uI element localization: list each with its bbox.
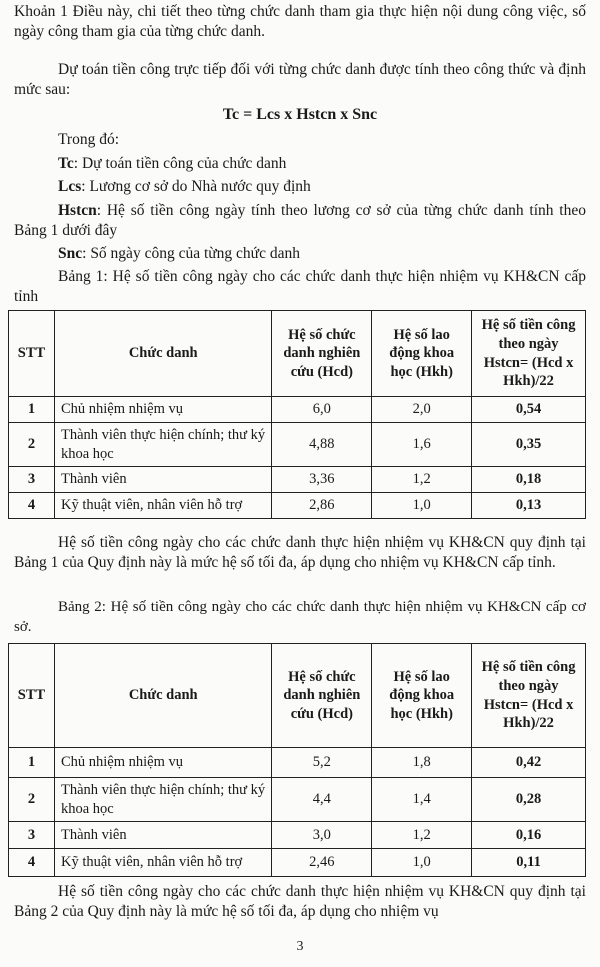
header-hkh: Hệ số lao động khoa học (Hkh) xyxy=(372,311,472,397)
table1-caption: Bảng 1: Hệ số tiền công ngày cho các chức danh thực hiện nhiệm vụ KH&CN cấp tỉnh xyxy=(14,268,586,306)
formula: Tc = Lcs x Hstcn x Snc xyxy=(222,106,378,123)
header-stt: STT xyxy=(9,644,55,748)
header-stt: STT xyxy=(9,311,55,397)
table-row: 1 Chủ nhiệm nhiệm vụ 6,0 2,0 0,54 xyxy=(9,397,586,423)
definition-snc: Snc: Số ngày công của từng chức danh xyxy=(58,245,300,262)
table-1 xyxy=(8,310,586,519)
table-row: 1 Chủ nhiệm nhiệm vụ 5,2 1,8 0,42 xyxy=(9,748,586,778)
table-row: 3 Thành viên 3,0 1,2 0,16 xyxy=(9,822,586,849)
table-header-row xyxy=(9,644,586,748)
paragraph-estimate: Dự toán tiền công trực tiếp đối với từng chức danh được tính theo công thức và định mức sau: xyxy=(14,61,586,99)
paragraph-intro: Khoản 1 Điều này, chi tiết theo từng chức danh tham gia thực hiện nội dung công việc, số ngày công tham gia của từng chức danh. xyxy=(14,3,586,41)
where-label: Trong đó: xyxy=(58,131,120,148)
table-row: 3 Thành viên 3,36 1,2 0,18 xyxy=(9,467,586,493)
table-header-row xyxy=(9,311,586,397)
paragraph-note-2: Hệ số tiền công ngày cho các chức danh thực hiện nhiệm vụ KH&CN quy định tại Bảng 2 của Quy định này là mức hệ số tối đa, áp dụng cho nhiệm vụ xyxy=(14,883,586,921)
header-hkh: Hệ số lao động khoa học (Hkh) xyxy=(372,644,472,748)
definition-hstcn: Hstcn: Hệ số tiền công ngày tính theo lương cơ sở của từng chức danh tính theo Bảng 1 dưới đây xyxy=(14,202,586,240)
header-title: Chức danh xyxy=(54,644,271,748)
definition-tc: Tc: Dự toán tiền công của chức danh xyxy=(58,155,287,172)
table-2 xyxy=(8,643,586,877)
header-hcd: Hệ số chức danh nghiên cứu (Hcd) xyxy=(272,311,372,397)
header-hcd: Hệ số chức danh nghiên cứu (Hcd) xyxy=(272,644,372,748)
header-hstcn: Hệ số tiền công theo ngày Hstcn= (Hcd x Hkh)/22 xyxy=(472,644,586,748)
page-number: 3 xyxy=(296,939,304,954)
header-title: Chức danh xyxy=(54,311,271,397)
table-row: 2 Thành viên thực hiện chính; thư ký khoa học 4,88 1,6 0,35 xyxy=(9,423,586,467)
paragraph-note-1: Hệ số tiền công ngày cho các chức danh thực hiện nhiệm vụ KH&CN quy định tại Bảng 1 của Quy định này là mức hệ số tối đa, áp dụng cho nhiệm vụ KH&CN cấp tỉnh. xyxy=(14,534,586,572)
table-row: 4 Kỹ thuật viên, nhân viên hỗ trợ 2,46 1,0 0,11 xyxy=(9,849,586,877)
table2-caption: Bảng 2: Hệ số tiền công ngày cho các chức danh thực hiện nhiệm vụ KH&CN cấp cơ sở. xyxy=(14,599,586,635)
definition-lcs: Lcs: Lương cơ sở do Nhà nước quy định xyxy=(58,178,311,195)
header-hstcn: Hệ số tiền công theo ngày Hstcn= (Hcd x Hkh)/22 xyxy=(472,311,586,397)
table-row: 4 Kỹ thuật viên, nhân viên hỗ trợ 2,86 1,0 0,13 xyxy=(9,493,586,519)
table-row: 2 Thành viên thực hiện chính; thư ký khoa học 4,4 1,4 0,28 xyxy=(9,778,586,822)
